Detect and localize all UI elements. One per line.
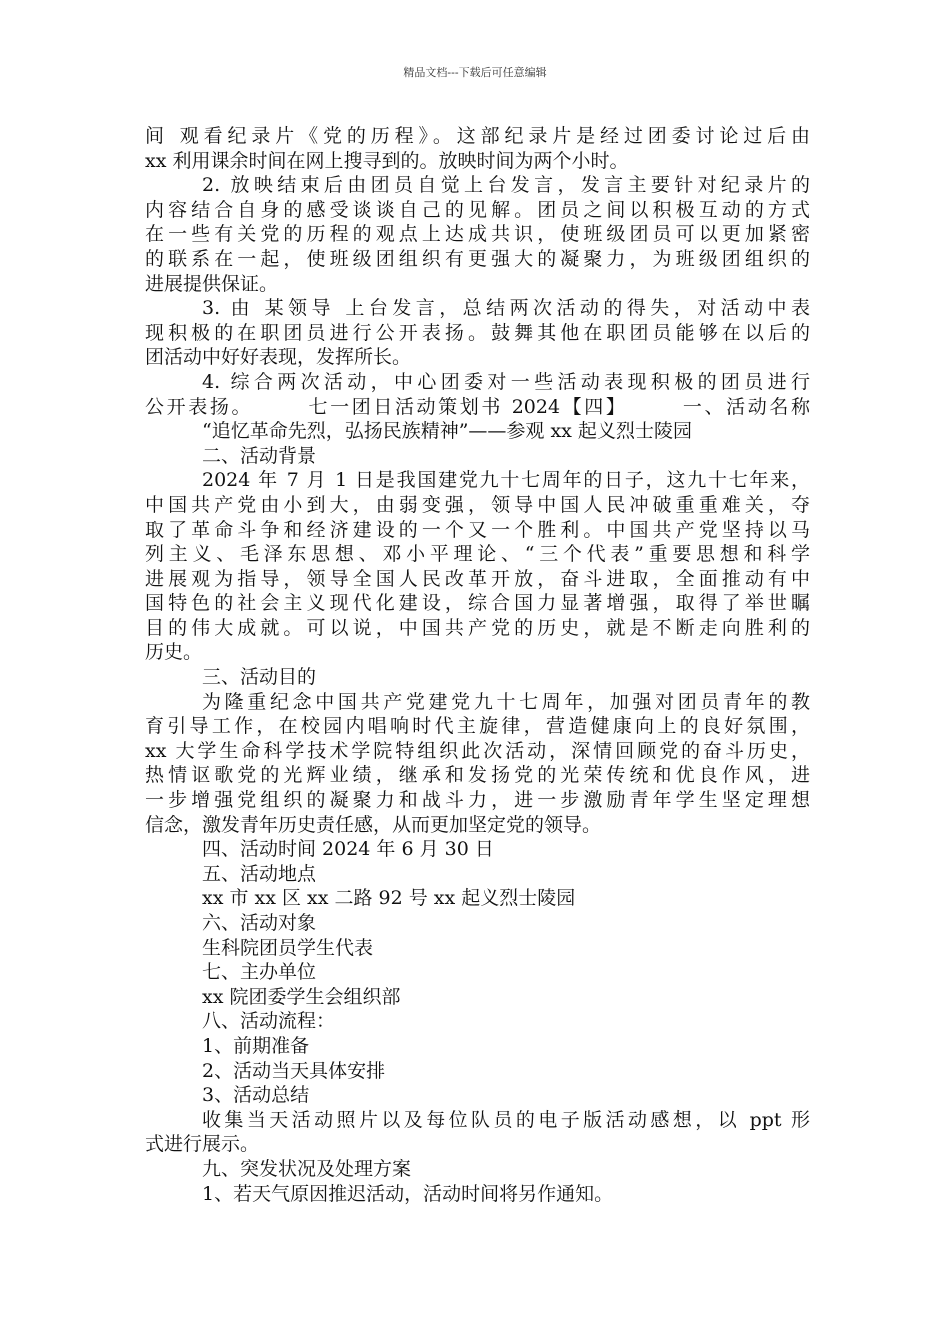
text-line: 在一些有关党的历程的观点上达成共识，使班级团员可以更加紧密 bbox=[145, 223, 810, 246]
section-heading: 三、活动目的 bbox=[202, 666, 317, 689]
text-line: 育引导工作，在校园内唱响时代主旋律，营造健康向上的良好氛围， bbox=[145, 715, 810, 738]
list-item: 3、活动总结 bbox=[202, 1084, 310, 1107]
text-line: 内容结合自身的感受谈谈自己的见解。团员之间以积极互动的方式 bbox=[145, 198, 810, 221]
text-line: 进展观为指导，领导全国人民改革开放，奋斗进取，全面推动有中 bbox=[145, 567, 810, 590]
section-heading: 九、突发状况及处理方案 bbox=[202, 1157, 412, 1180]
text-line: 3. 由 某领导 上台发言，总结两次活动的得失，对活动中表 bbox=[202, 297, 810, 320]
section-heading: 八、活动流程： bbox=[202, 1010, 336, 1033]
list-item: 1、前期准备 bbox=[202, 1034, 310, 1057]
text-line: 列主义、毛泽东思想、邓小平理论、“三个代表”重要思想和科学 bbox=[145, 543, 810, 566]
activity-name-line: “追忆革命先烈，弘扬民族精神”——参观 xx 起义烈士陵园 bbox=[202, 420, 692, 443]
text-line: 中国共产党由小到大，由弱变强，领导中国人民冲破重重难关，夺 bbox=[145, 493, 810, 516]
list-item: 1、若天气原因推迟活动，活动时间将另作通知。 bbox=[202, 1182, 614, 1205]
section-heading: 六、活动对象 bbox=[202, 912, 317, 934]
text-line: 为隆重纪念中国共产党建党九十七周年，加强对团员青年的教 bbox=[202, 690, 810, 713]
text-line: 4. 综合两次活动，中心团委对一些活动表现积极的团员进行 bbox=[202, 370, 810, 393]
text-line: xx 院团委学生会组织部 bbox=[202, 985, 401, 1008]
text-line: xx 市 xx 区 xx 二路 92 号 xx 起义烈士陵园 bbox=[202, 887, 576, 910]
text-line: 国特色的社会主义现代化建设，综合国力显著增强，取得了举世瞩 bbox=[145, 592, 810, 615]
text-line: xx 大学生命科学技术学院特组织此次活动，深情回顾党的奋斗历史， bbox=[145, 739, 810, 762]
document-body bbox=[145, 124, 810, 1206]
text-line: 2. 放映结束后由团员自觉上台发言，发言主要针对纪录片的 bbox=[202, 174, 810, 197]
text-line: 间 观看纪录片《党的历程》。这部纪录片是经过团委讨论过后由 bbox=[145, 125, 810, 147]
page-header: 精品文档---下载后可任意编辑 bbox=[403, 66, 547, 79]
section-heading: 四、活动时间 2024 年 6 月 30 日 bbox=[202, 838, 494, 861]
text-line: 2024 年 7 月 1 日是我国建党九十七周年的日子，这九十七年来， bbox=[202, 469, 810, 492]
text-line: 生科院团员学生代表 bbox=[202, 936, 374, 959]
section-heading: 五、活动地点 bbox=[202, 862, 317, 885]
text-line: 式进行展示。 bbox=[145, 1133, 260, 1156]
text-line: 的联系在一起，使班级团组织有更强大的凝聚力，为班级团组织的 bbox=[145, 247, 810, 270]
text-line: 取了革命斗争和经济建设的一个又一个胜利。中国共产党坚持以马 bbox=[145, 518, 810, 541]
text-line: 目的伟大成就。可以说，中国共产党的历史，就是不断走向胜利的 bbox=[145, 616, 810, 639]
text-line: 现积极的在职团员进行公开表扬。鼓舞其他在职团员能够在以后的 bbox=[145, 321, 810, 344]
text-line: 信念，激发青年历史责任感，从而更加坚定党的领导。 bbox=[145, 813, 602, 836]
section-heading: 二、活动背景 bbox=[202, 444, 317, 467]
section-heading: 七、主办单位 bbox=[202, 961, 317, 984]
text-line: xx 利用课余时间在网上搜寻到的。放映时间为两个小时。 bbox=[145, 149, 629, 172]
text-line: 公开表扬。 七一团日活动策划书 2024【四】 一、活动名称 bbox=[145, 395, 810, 418]
text-line: 团活动中好好表现，发挥所长。 bbox=[145, 346, 412, 369]
text-line: 一步增强党组织的凝聚力和战斗力，进一步激励青年学生坚定理想 bbox=[145, 789, 810, 812]
text-line: 热情讴歌党的光辉业绩，继承和发扬党的光荣传统和优良作风，进 bbox=[145, 764, 810, 787]
text-line: 收集当天活动照片以及每位队员的电子版活动感想，以 ppt 形 bbox=[202, 1108, 810, 1131]
list-item: 2、活动当天具体安排 bbox=[202, 1059, 386, 1082]
text-line: 历史。 bbox=[145, 641, 203, 664]
text-line: 进展提供保证。 bbox=[145, 272, 279, 295]
